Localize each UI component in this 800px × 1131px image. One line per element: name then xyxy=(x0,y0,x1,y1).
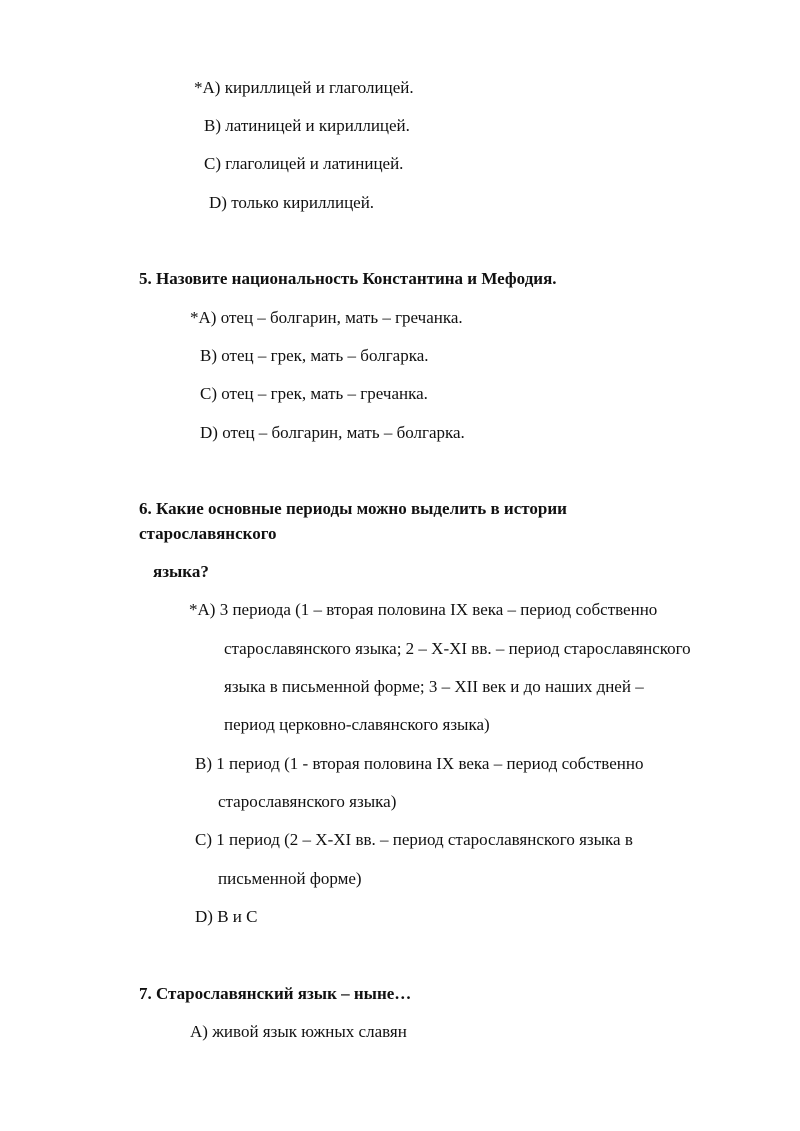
q6-option-a-line-1: *A) 3 периода (1 – вторая половина IX века – период собственно xyxy=(189,600,658,619)
q4-option-d: D) только кириллицей. xyxy=(209,193,375,212)
q6-option-c-line-2: письменной форме) xyxy=(218,869,362,888)
q4-option-a: *A) кириллицей и глаголицей. xyxy=(194,78,414,97)
q5-option-b: B) отец – грек, мать – болгарка. xyxy=(200,346,429,365)
q6-option-c-line-1: C) 1 период (2 – X-XI вв. – период старославянского языка в xyxy=(195,830,633,849)
q6-option-a-line-4: период церковно-славянского языка) xyxy=(224,715,490,734)
q6-option-b-line-2: старославянского языка) xyxy=(218,792,397,811)
q6-option-d: D) B и C xyxy=(195,907,258,926)
q4-option-c: C) глаголицей и латиницей. xyxy=(204,154,404,173)
q6-title-line-1: 6. Какие основные периоды можно выделить в истории xyxy=(139,499,567,518)
q6-option-a-line-3: языка в письменной форме; 3 – XII век и до наших дней – xyxy=(224,677,644,696)
q5-option-c: C) отец – грек, мать – гречанка. xyxy=(200,384,428,403)
q4-option-b: B) латиницей и кириллицей. xyxy=(204,116,410,135)
q6-option-a-line-2: старославянского языка; 2 – X-XI вв. – период старославянского xyxy=(224,639,691,658)
q5-option-d: D) отец – болгарин, мать – болгарка. xyxy=(200,423,465,442)
q6-title-line-3: языка? xyxy=(153,562,209,581)
q5-option-a: *A) отец – болгарин, мать – гречанка. xyxy=(190,308,463,327)
q5-title: 5. Назовите национальность Константина и Мефодия. xyxy=(139,269,557,288)
q7-option-a: A) живой язык южных славян xyxy=(190,1022,407,1041)
q7-title: 7. Старославянский язык – ныне… xyxy=(139,984,412,1003)
q6-title-line-2: старославянского xyxy=(139,524,277,543)
q6-option-b-line-1: B) 1 период (1 - вторая половина IX века – период собственно xyxy=(195,754,644,773)
